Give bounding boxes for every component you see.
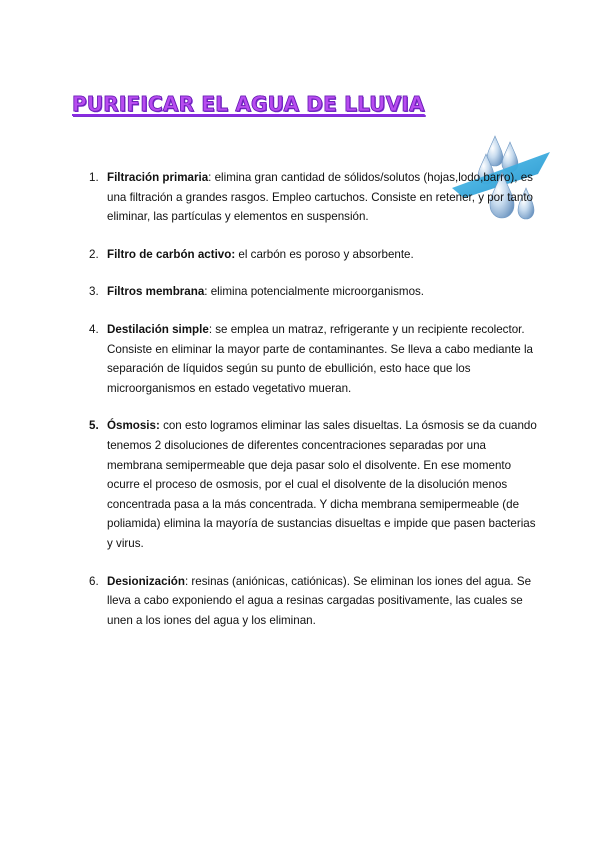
purification-steps-list — [80, 168, 540, 648]
list-item — [80, 282, 540, 302]
list-item-number: 1. — [89, 171, 99, 184]
list-item-text: : resinas (aniónicas, catiónicas). Se eliminan los iones del agua. Se lleva a cabo exponiendo el agua a resinas cargadas positivamente, las cuales se unen a los iones del agua y los eliminan. — [107, 574, 532, 627]
list-item-number: 4. — [89, 322, 99, 336]
list-item-term: Desionización — [107, 574, 185, 588]
list-item-text: : se emplea un matraz, refrigerante y un recipiente recolector. Consiste en eliminar la mayor parte de contaminantes. Se lleva a cabo mediante la separación de líquidos según su punto de ebullición, esto hace que los microorganismos en estado vegetativo mueran. — [107, 322, 533, 395]
list-item — [80, 245, 540, 265]
list-item-number: 3. — [89, 285, 99, 299]
list-item-text: : elimina potencialmente microorganismos. — [204, 285, 425, 299]
list-item-text: con esto logramos eliminar las sales disueltas. La ósmosis se da cuando tenemos 2 disoluciones de diferentes concentraciones separadas por una membrana semipermeable que deja pasar solo el disolvente. En ese momento ocurre el proceso de osmosis, por el cual el disolvente de la disolución menos concentrada pasa a la más concentrada. Y dicha membrana semipermeable (de poliamida) elimina la mayoría de sustancias disueltas e impide que pasen bacterias y virus. — [107, 419, 537, 550]
list-item-number: 2. — [89, 247, 99, 261]
list-item-term: Filtro de carbón activo: — [107, 247, 236, 261]
list-item-term: Filtros membrana — [107, 285, 205, 299]
page-title: PURIFICAR EL AGUA DE LLUVIA — [72, 92, 425, 116]
list-item-number: 5. — [89, 419, 99, 433]
list-item-term: Filtración primaria — [107, 171, 209, 184]
list-item-number: 6. — [89, 574, 99, 588]
list-item-term: Destilación simple — [107, 322, 209, 336]
list-item — [80, 572, 540, 631]
list-item — [80, 320, 540, 398]
list-item-text: el carbón es poroso y absorbente. — [235, 247, 414, 261]
list-item-term: Ósmosis: — [107, 419, 160, 433]
list-item-text: : elimina gran cantidad de sólidos/solutos (hojas,lodo,barro), es una filtración a grandes rasgos. Empleo cartuchos. Consiste en retener, y por tanto eliminar, las partículas y elementos en suspensión. — [107, 171, 533, 224]
list-item — [80, 168, 540, 227]
list-item — [80, 416, 540, 553]
